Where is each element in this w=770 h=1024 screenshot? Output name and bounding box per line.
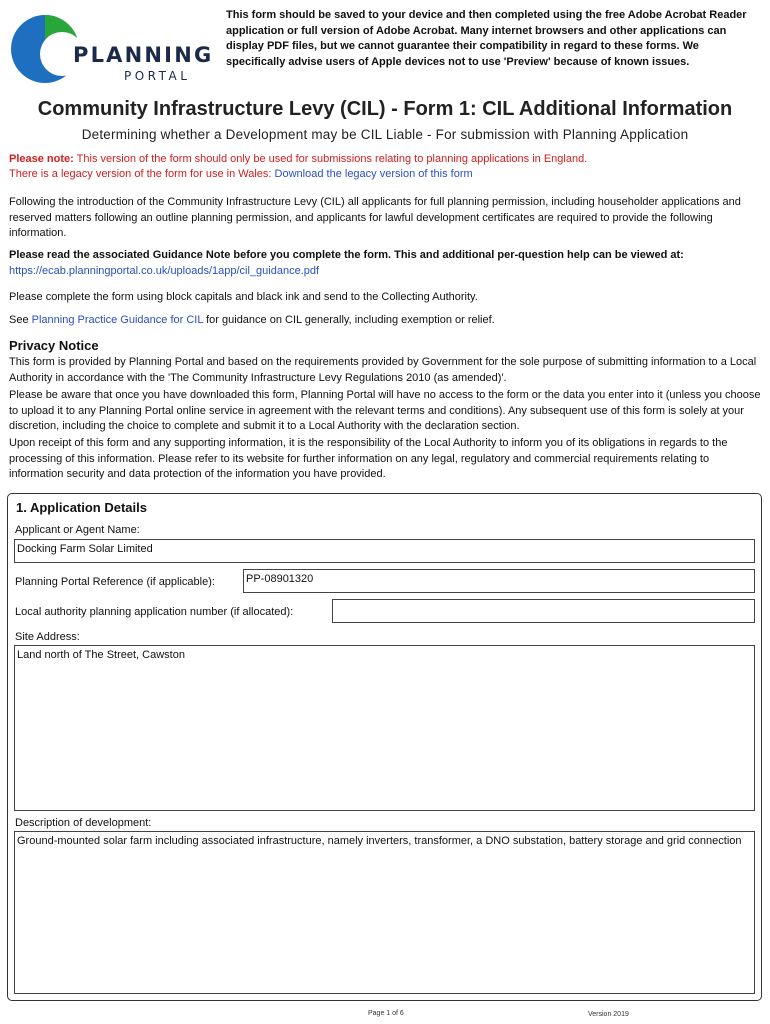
portal-ref-field[interactable]: PP-08901320 [243,569,755,593]
description-label: Description of development: [15,817,152,829]
form-version: Version 2019 [588,1011,629,1018]
legacy-text: There is a legacy version of the form for use in Wales: [9,168,275,180]
section-title: 1. Application Details [16,500,147,515]
guidance-paragraph [9,248,761,279]
privacy-paragraph-1: This form is provided by Planning Portal and based on the requirements provided by Government for the sole purpose of submitting information to a Local Authority in accordance with the 'The Community Infrastructure Levy Regulations 2010 (as amended)'. [9,356,757,384]
logo-disc-icon [10,14,80,84]
see-post: for guidance on CIL generally, including exemption or relief. [203,314,495,326]
see-pre: See [9,314,32,326]
logo-text-portal: PORTAL [124,69,191,83]
intro-paragraph: Following the introduction of the Community Infrastructure Levy (CIL) all applicants for full planning permission, including householder applications and reserved matters following an outline planning permission, and applicants for lawful development certificates are required to provide the following information. [9,196,741,239]
privacy-paragraph-2: Please be aware that once you have downloaded this form, Planning Portal will have no access to the form or the data you enter into it (unless you choose to upload it to any Planning Portal online service in agreement with the relevant terms and conditions). Any subsequent use of this form is solely at your discretion, including the choice to complete and submit it to a Local Authority with the declaration section. [9,389,761,432]
guidance-url-link[interactable]: https://ecab.planningportal.co.uk/uploads/1app/cil_guidance.pdf [9,264,320,277]
privacy-paragraph-3: Upon receipt of this form and any supporting information, it is the responsibility of the Local Authority to inform you of its obligations in regards to the processing of this information. Please refer to its website for further information on any legal, regulatory and commercial requirements relating to information security and data protection of the information you have provided. [9,437,728,480]
privacy-heading: Privacy Notice [9,338,99,353]
applicant-label: Applicant or Agent Name: [15,524,140,536]
la-app-number-label: Local authority planning application number (if allocated): [15,606,294,618]
please-note-text: This version of the form should only be used for submissions relating to planning applications in England. [73,153,588,165]
portal-ref-label: Planning Portal Reference (if applicable): [15,576,215,588]
complete-instruction: Please complete the form using block capitals and black ink and send to the Collecting Authority. [9,291,478,303]
page-number: Page 1 of 6 [368,1010,404,1017]
description-field[interactable]: Ground-mounted solar farm including associated infrastructure, namely inverters, transformer, a DNO substation, battery storage and grid connection [14,831,755,994]
planning-portal-logo [10,10,214,88]
legacy-form-link[interactable]: Download the legacy version of this form [274,168,473,180]
guidance-bold: Please read the associated Guidance Note before you complete the form. This and additional per-question help can be viewed at: [9,249,684,261]
application-details-section [7,493,762,1001]
site-address-label: Site Address: [15,631,80,643]
applicant-name-field[interactable]: Docking Farm Solar Limited [14,539,755,563]
see-guidance [9,313,761,329]
la-app-number-field[interactable] [332,599,755,623]
page-subtitle: Determining whether a Development may be CIL Liable - For submission with Planning Application [81,127,689,142]
page-title: Community Infrastructure Levy (CIL) - Form 1: CIL Additional Information [37,98,733,120]
adobe-notice: This form should be saved to your device and then completed using the free Adobe Acrobat Reader application or full version of Adobe Acrobat. Many internet browsers and other applications can display PDF files, but we cannot guarantee their compatibility in regard to these forms. We specifically advise users of Apple devices not to use 'Preview' because of known issues. [226,9,747,68]
cil-guidance-link[interactable]: Planning Practice Guidance for CIL [31,314,204,326]
please-note-label: Please note: [9,153,74,165]
site-address-field[interactable]: Land north of The Street, Cawston [14,645,755,811]
logo-text-planning: PLANNING [73,43,214,67]
please-note [9,152,761,182]
